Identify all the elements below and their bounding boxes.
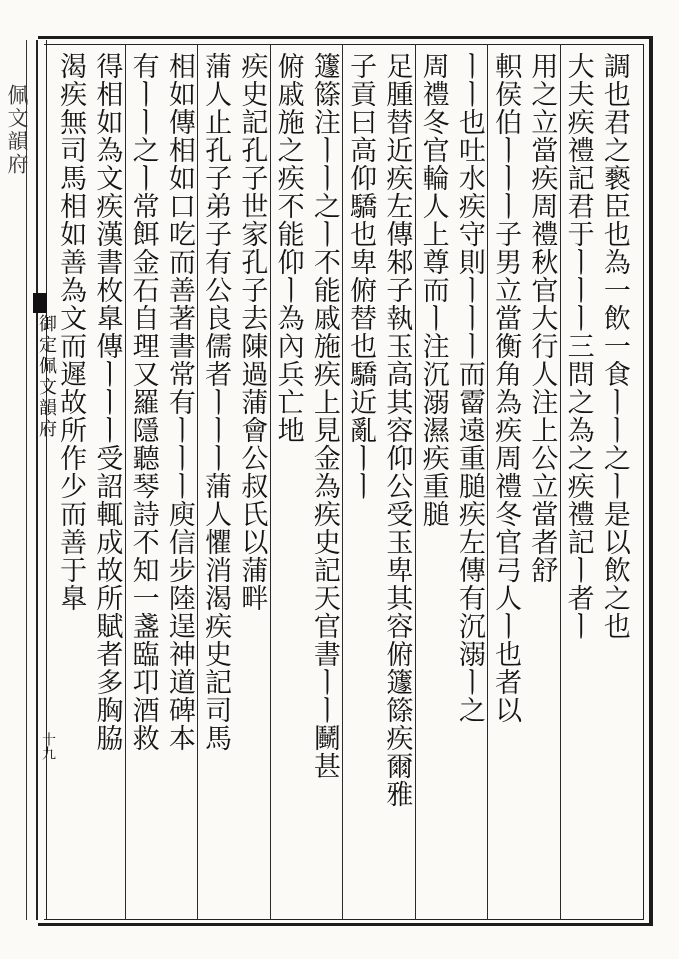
text-column: 籧篨注ㅣㅣ之ㅣ不能戚施疾上見金為疾史記天官書ㅣㅣ鬭甚	[308, 52, 340, 780]
text-column: 渴疾無司馬相如善為文而遲故所作少而善于臯	[55, 52, 87, 612]
text-column: 疾史記孔子世家孔子去陳過蒲會公叔氏以蒲畔	[236, 52, 268, 612]
text-column: 俯戚施之疾不能仰ㅣ為內兵亡地	[272, 52, 304, 444]
text-column: 子貢曰高仰驕也卑俯替也驕近亂ㅣㅣ	[345, 52, 377, 500]
text-column: 用之立當疾周禮秋官大行人注上公立當者舒	[526, 52, 558, 584]
text-column: 蒲人止孔子弟子有公良儒者ㅣㅣㅣ蒲人懼消渴疾史記司馬	[200, 52, 232, 752]
text-column: 周禮冬官輪人上尊而ㅣ注沉溺濕疾重膇	[417, 52, 449, 528]
text-column: 調也君之褻臣也為一飲一食ㅣㅣ之ㅣ是以飲之也	[598, 52, 630, 640]
folio-number: 十九	[40, 732, 56, 760]
page-gutter	[0, 40, 30, 920]
text-column: 相如傳相如口吃而善著書常有ㅣㅣㅣ庾信步陸逞神道碑本	[163, 52, 195, 752]
cut-margin-text: 佩文韻府	[5, 84, 29, 176]
text-column: 有ㅣㅣ之ㅣ常餌金石自理又羅隱聽琴詩不知一盞臨卭酒救	[127, 52, 159, 752]
text-column: 軹侯伯ㅣㅣㅣ子男立當衡角為疾周禮冬官弓人ㅣ也者以	[490, 52, 522, 724]
text-column: 足腫替近疾左傳邾子執玉高其容仰公受玉卑其容俯籧篨疾爾雅	[381, 52, 413, 808]
text-column: 大夫疾禮記君于ㅣㅣㅣ三問之為之疾禮記ㅣ者ㅣ	[562, 52, 594, 640]
text-column: 得相如為文疾漢書枚臯傳ㅣㅣㅣ受詔輒成故所賦者多胸脇	[91, 52, 123, 752]
book-title: 御定佩文韻府	[36, 314, 57, 440]
text-column: ㅣㅣ也吐水疾守則ㅣㅣㅣ而霤遠重膇疾左傳有沉溺ㅣ之	[453, 52, 485, 724]
